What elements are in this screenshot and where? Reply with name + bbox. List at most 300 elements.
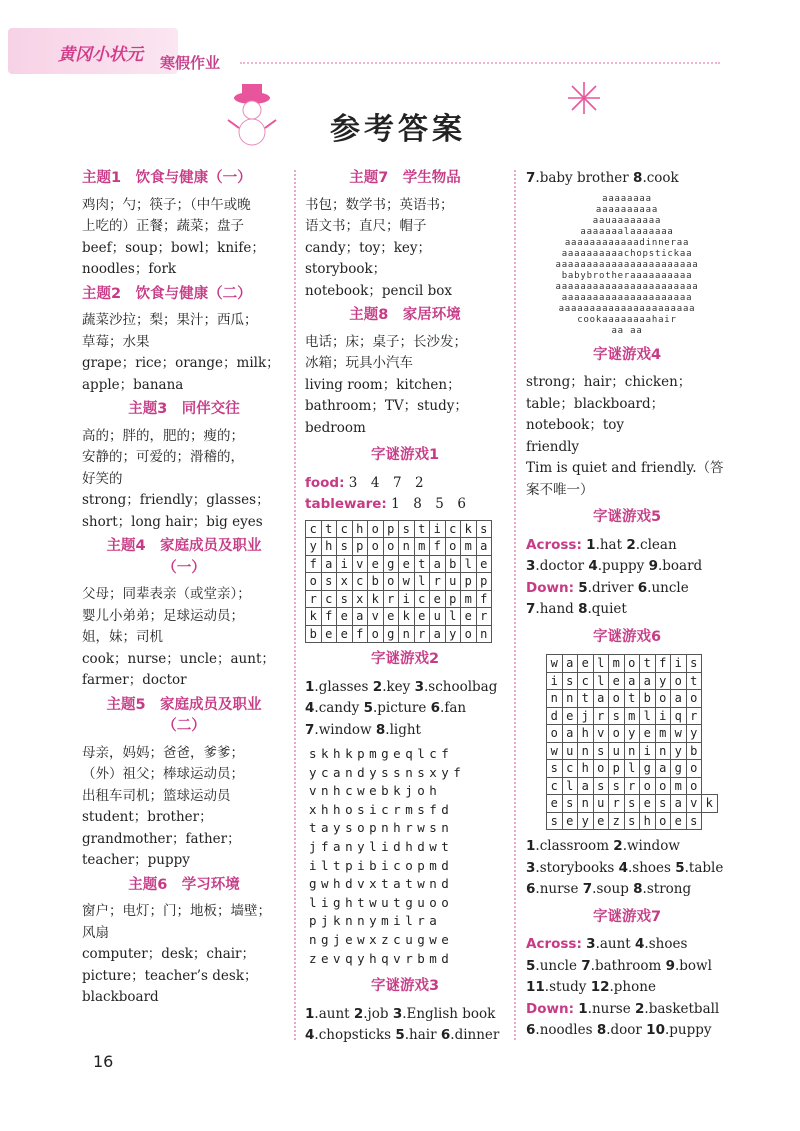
grid-cell: a bbox=[562, 725, 578, 743]
grid-cell: s bbox=[609, 707, 625, 725]
item-number: 7 bbox=[581, 957, 591, 974]
answer-line bbox=[526, 977, 728, 999]
item-number: 2 bbox=[613, 838, 623, 854]
grid-cell: a bbox=[562, 655, 578, 673]
item-number: 5 bbox=[675, 859, 685, 876]
grid-cell: o bbox=[655, 777, 671, 795]
answer-line bbox=[305, 720, 505, 742]
grid-cell: v bbox=[686, 795, 702, 813]
grid-cell: o bbox=[383, 538, 399, 556]
grid-cell: c bbox=[414, 590, 430, 608]
grid-cell: w bbox=[671, 725, 687, 743]
answer-line bbox=[526, 879, 728, 901]
grid-cell: s bbox=[399, 520, 415, 538]
grid-row bbox=[306, 590, 492, 608]
grid-cell: n bbox=[547, 690, 563, 708]
grid-cell: l bbox=[562, 777, 578, 795]
grid-cell: l bbox=[461, 555, 477, 573]
answer-line: 草莓；水果 bbox=[82, 333, 150, 350]
grid-cell: m bbox=[609, 655, 625, 673]
answer-line: bathroom；TV；study； bbox=[305, 398, 468, 414]
grid-cell: b bbox=[445, 555, 461, 573]
answer-line: notebook；toy bbox=[526, 417, 624, 433]
answer-value: 1 8 5 6 bbox=[386, 496, 466, 512]
grid-cell: e bbox=[578, 655, 594, 673]
grid-cell: e bbox=[640, 795, 656, 813]
grid-cell: a bbox=[671, 795, 687, 813]
item-text: .doctor bbox=[535, 558, 589, 574]
column-middle bbox=[305, 165, 505, 1047]
item-number: 12 bbox=[590, 979, 610, 995]
answer-line: 蔬菜沙拉；梨；果汁；西瓜； bbox=[82, 312, 258, 328]
item-text: .schoolbag bbox=[423, 678, 498, 695]
answer-line: 出租车司机；篮球运动员 bbox=[82, 787, 231, 804]
grid-cell: b bbox=[368, 573, 384, 591]
grid-cell: a bbox=[655, 760, 671, 778]
grid-cell: s bbox=[609, 777, 625, 795]
grid-cell: t bbox=[414, 555, 430, 573]
grid-cell: e bbox=[640, 725, 656, 743]
grid-cell: f bbox=[352, 625, 368, 643]
grid-cell: s bbox=[624, 795, 640, 813]
grid-cell: e bbox=[368, 555, 384, 573]
answer-line: candy；toy；key；storybook； bbox=[305, 239, 432, 277]
item-number: 3 bbox=[526, 859, 536, 876]
grid-cell: w bbox=[547, 742, 563, 760]
grid-cell: o bbox=[609, 690, 625, 708]
grid-cell: g bbox=[671, 760, 687, 778]
item-text: .storybooks bbox=[535, 859, 619, 876]
item-number: 2 bbox=[372, 678, 383, 695]
page-title: 参考答案 bbox=[330, 112, 466, 147]
grid-cell: e bbox=[562, 707, 578, 725]
answer-line: cook；nurse；uncle；aunt； bbox=[82, 650, 275, 667]
item-number: 10 bbox=[646, 1022, 665, 1038]
grid-cell: k bbox=[399, 608, 415, 626]
item-text: .nurse bbox=[587, 1000, 636, 1017]
item-number: 6 bbox=[526, 881, 536, 897]
answer-line: 上吃的）正餐；蔬菜；盘子 bbox=[82, 218, 244, 234]
answer-line: 姐，妹；司机 bbox=[82, 629, 163, 645]
grid-cell: o bbox=[655, 812, 671, 830]
grid-cell: l bbox=[414, 573, 430, 591]
item-number: 3 bbox=[414, 678, 424, 695]
grid-cell: m bbox=[461, 538, 477, 556]
grid-cell: r bbox=[593, 707, 609, 725]
item-number: 9 bbox=[665, 957, 675, 974]
item-text: .window bbox=[314, 721, 376, 738]
snowflake-icon bbox=[566, 80, 602, 116]
grid-cell: p bbox=[445, 590, 461, 608]
item-number: 7 bbox=[526, 601, 536, 617]
answer-line: beef；soup；bowl；knife； bbox=[82, 239, 265, 256]
grid-cell: e bbox=[321, 625, 337, 643]
grid-cell: o bbox=[686, 760, 702, 778]
across-label: Across: bbox=[526, 536, 582, 553]
grid-cell: j bbox=[578, 707, 594, 725]
grid-cell: s bbox=[562, 795, 578, 813]
grid-cell: e bbox=[547, 795, 563, 813]
game-heading: 字谜游戏4 bbox=[592, 346, 662, 363]
item-text: .uncle bbox=[647, 579, 689, 596]
item-number: 1 bbox=[305, 678, 315, 695]
game-heading: 字谜游戏6 bbox=[592, 628, 662, 645]
grid-cell: y bbox=[655, 672, 671, 690]
grid-cell: y bbox=[578, 812, 594, 830]
grid-cell: n bbox=[476, 625, 492, 643]
item-text: .picture bbox=[372, 700, 431, 716]
item-text: .aunt bbox=[595, 936, 636, 952]
grid-cell: c bbox=[578, 672, 594, 690]
answer-line bbox=[305, 494, 505, 516]
grid-cell: f bbox=[655, 655, 671, 673]
grid-cell: a bbox=[671, 690, 687, 708]
grid-cell: o bbox=[445, 538, 461, 556]
topic-heading: 主题6 学习环境 bbox=[128, 876, 240, 893]
grid-cell: h bbox=[321, 538, 337, 556]
grid-row bbox=[547, 760, 718, 778]
item-number: 7 bbox=[305, 721, 315, 738]
item-number: 8 bbox=[375, 721, 386, 738]
answer-line: farmer；doctor bbox=[82, 672, 187, 688]
grid-cell: s bbox=[562, 672, 578, 690]
item-text: .candy bbox=[314, 700, 364, 716]
grid-cell: r bbox=[624, 777, 640, 795]
answer-label: tableware: bbox=[305, 496, 387, 512]
item-number: 4 bbox=[618, 859, 628, 876]
grid-cell: a bbox=[476, 538, 492, 556]
item-number: 8 bbox=[596, 1022, 607, 1038]
answer-line bbox=[526, 556, 728, 578]
item-text: .glasses bbox=[314, 678, 373, 695]
item-number: 4 bbox=[588, 558, 598, 574]
grid-cell: s bbox=[337, 590, 353, 608]
across-label: Across: bbox=[526, 936, 582, 952]
answer-line: friendly bbox=[526, 438, 580, 455]
answer-line: 婴儿小弟弟；足球运动员； bbox=[82, 607, 244, 624]
grid-cell: a bbox=[430, 625, 446, 643]
item-text: .driver bbox=[587, 579, 638, 596]
item-number: 1 bbox=[578, 1000, 588, 1017]
grid-cell: i bbox=[430, 520, 446, 538]
item-text: .puppy bbox=[664, 1022, 712, 1038]
grid-cell: n bbox=[399, 625, 415, 643]
item-text: .study bbox=[544, 979, 591, 995]
topic-heading: 主题4 家庭成员及职业 bbox=[106, 538, 262, 554]
item-text: .key bbox=[382, 678, 415, 695]
answer-line bbox=[305, 473, 505, 495]
grid-cell: s bbox=[547, 812, 563, 830]
grid-cell: x bbox=[337, 573, 353, 591]
grid-cell: c bbox=[445, 520, 461, 538]
answer-line bbox=[526, 578, 728, 600]
answer-line: living room；kitchen； bbox=[305, 376, 461, 393]
grid-cell: i bbox=[337, 555, 353, 573]
item-number: 8 bbox=[633, 170, 643, 186]
item-text: .soup bbox=[592, 881, 634, 897]
grid-cell: r bbox=[430, 573, 446, 591]
item-number: 11 bbox=[526, 979, 545, 995]
grid-cell: m bbox=[624, 707, 640, 725]
grid-cell: u bbox=[593, 795, 609, 813]
word-search-grid bbox=[305, 520, 492, 644]
item-text: .window bbox=[622, 838, 680, 854]
answer-line bbox=[305, 1004, 505, 1026]
grid-cell: p bbox=[609, 760, 625, 778]
grid-row bbox=[547, 725, 718, 743]
answer-line: 电话；床；桌子；长沙发； bbox=[305, 333, 467, 350]
item-text: .basketball bbox=[644, 1000, 720, 1017]
grid-cell: i bbox=[399, 590, 415, 608]
grid-cell: y bbox=[624, 725, 640, 743]
grid-cell: e bbox=[562, 812, 578, 830]
grid-row bbox=[306, 573, 492, 591]
grid-cell: o bbox=[593, 760, 609, 778]
item-number: 1 bbox=[526, 838, 536, 854]
grid-cell: h bbox=[640, 812, 656, 830]
grid-cell: n bbox=[399, 538, 415, 556]
answer-line: table；blackboard； bbox=[526, 395, 665, 412]
grid-cell: q bbox=[671, 707, 687, 725]
grid-row bbox=[547, 777, 718, 795]
grid-cell: p bbox=[461, 573, 477, 591]
grid-cell: o bbox=[686, 777, 702, 795]
section-title: 寒假作业 bbox=[160, 54, 221, 72]
answer-line bbox=[526, 168, 728, 190]
item-text: .classroom bbox=[535, 838, 614, 854]
answer-line: blackboard bbox=[82, 989, 159, 1005]
grid-cell: d bbox=[547, 707, 563, 725]
grid-cell: t bbox=[321, 520, 337, 538]
item-text: .cook bbox=[642, 170, 679, 186]
item-text: .hair bbox=[404, 1027, 441, 1044]
answer-line: 高的；胖的，肥的；瘦的； bbox=[82, 427, 244, 444]
item-number: 6 bbox=[440, 1027, 451, 1044]
grid-cell: t bbox=[686, 672, 702, 690]
grid-cell: m bbox=[414, 538, 430, 556]
item-number: 4 bbox=[305, 700, 315, 716]
grid-cell: o bbox=[306, 573, 322, 591]
item-number: 8 bbox=[633, 881, 643, 897]
topic-subheading: （二） bbox=[162, 718, 206, 734]
item-number: 6 bbox=[637, 579, 648, 596]
item-number: 3 bbox=[586, 936, 596, 952]
grid-row bbox=[547, 655, 718, 673]
grid-cell: r bbox=[414, 625, 430, 643]
item-text: .aunt bbox=[314, 1005, 354, 1022]
item-text: .English book bbox=[402, 1005, 496, 1022]
grid-cell: l bbox=[593, 655, 609, 673]
grid-cell: f bbox=[476, 590, 492, 608]
topic-heading: 主题2 饮食与健康（二） bbox=[82, 285, 252, 302]
item-number: 7 bbox=[582, 881, 593, 897]
topic-heading: 主题1 饮食与健康（一） bbox=[82, 170, 252, 186]
item-text: .dinner bbox=[450, 1027, 500, 1044]
answer-line: notebook；pencil box bbox=[305, 282, 453, 299]
item-number: 3 bbox=[526, 558, 536, 574]
grid-cell: p bbox=[352, 538, 368, 556]
answer-line bbox=[305, 1025, 505, 1047]
item-number: 6 bbox=[526, 1022, 536, 1038]
grid-cell: a bbox=[624, 672, 640, 690]
grid-cell: e bbox=[383, 608, 399, 626]
item-number: 1 bbox=[305, 1005, 315, 1022]
answer-line: picture；teacher’s desk； bbox=[82, 967, 258, 984]
grid-cell: x bbox=[352, 590, 368, 608]
answer-line bbox=[526, 1020, 728, 1042]
grid-cell: a bbox=[578, 777, 594, 795]
grid-cell: p bbox=[476, 573, 492, 591]
grid-cell: e bbox=[337, 608, 353, 626]
answer-line bbox=[526, 858, 728, 880]
answer-line: 案不唯一） bbox=[526, 481, 594, 498]
grid-row bbox=[547, 742, 718, 760]
grid-cell: r bbox=[686, 707, 702, 725]
grid-cell: e bbox=[476, 555, 492, 573]
grid-cell: l bbox=[445, 608, 461, 626]
grid-cell: s bbox=[593, 742, 609, 760]
answer-line bbox=[526, 599, 728, 621]
item-text: .quiet bbox=[587, 601, 627, 617]
topic-heading: 主题8 家居环境 bbox=[349, 307, 461, 323]
grid-cell: p bbox=[383, 520, 399, 538]
item-number: 4 bbox=[305, 1027, 315, 1044]
answer-line: 鸡肉；勺；筷子；（中午或晚 bbox=[82, 196, 251, 213]
grid-cell: o bbox=[368, 625, 384, 643]
grid-cell: r bbox=[609, 795, 625, 813]
answer-line: teacher；puppy bbox=[82, 852, 190, 868]
grid-cell: w bbox=[547, 655, 563, 673]
answer-line: 风扇 bbox=[82, 924, 109, 941]
topic-subheading: （一） bbox=[162, 559, 206, 576]
grid-cell: m bbox=[655, 725, 671, 743]
grid-cell: f bbox=[430, 538, 446, 556]
answer-line: bedroom bbox=[305, 419, 366, 436]
grid-cell: k bbox=[702, 795, 718, 813]
header-divider bbox=[240, 62, 720, 64]
column-divider bbox=[514, 170, 516, 1040]
item-text: .light bbox=[385, 721, 421, 738]
item-text: .board bbox=[657, 558, 703, 574]
page-number: 16 bbox=[93, 1052, 114, 1071]
item-text: .baby brother bbox=[535, 170, 634, 186]
grid-cell: t bbox=[640, 655, 656, 673]
grid-cell: a bbox=[352, 608, 368, 626]
grid-cell: n bbox=[578, 742, 594, 760]
grid-cell: u bbox=[562, 742, 578, 760]
answer-line: Tim is quiet and friendly.（答 bbox=[526, 460, 724, 476]
grid-cell: f bbox=[321, 608, 337, 626]
grid-cell: r bbox=[476, 608, 492, 626]
item-number: 2 bbox=[353, 1005, 364, 1022]
answer-line bbox=[526, 999, 728, 1021]
grid-cell: y bbox=[686, 725, 702, 743]
grid-cell: s bbox=[593, 777, 609, 795]
item-text: .puppy bbox=[597, 558, 649, 574]
grid-cell: o bbox=[368, 538, 384, 556]
grid-cell: l bbox=[624, 760, 640, 778]
word-puzzle-grid: aaaaaaaa aaaaaaaaaa aauaaaaaaaa aaaaaaalaaaaaaa aaaaaaaaaaaadinneraa aaaaaaaaaachopstickaa aaaaaaaaaaaaaaaaaaaaaaa babybrotheraaaaaaaaaa aaaaaaaaaaaaaaaaaaaaaaa aaaaaaaaaaaaaaaaaaaaa aaaaaaaaaaaaaaaaaaaaaa cookaaaaaaaahair aa aa bbox=[555, 193, 699, 336]
grid-cell: n bbox=[624, 742, 640, 760]
grid-row bbox=[547, 707, 718, 725]
answer-line: noodles；fork bbox=[82, 261, 177, 277]
grid-row bbox=[547, 690, 718, 708]
grid-row bbox=[306, 520, 492, 538]
answer-line bbox=[526, 836, 728, 858]
answer-line: apple；banana bbox=[82, 376, 184, 393]
grid-cell: u bbox=[609, 742, 625, 760]
item-text: .nurse bbox=[535, 881, 583, 897]
grid-cell: o bbox=[461, 625, 477, 643]
grid-cell: s bbox=[337, 538, 353, 556]
grid-cell: s bbox=[547, 760, 563, 778]
grid-cell: i bbox=[547, 672, 563, 690]
grid-cell: v bbox=[368, 608, 384, 626]
item-text: .noodles bbox=[535, 1022, 597, 1038]
game-heading: 字谜游戏2 bbox=[370, 651, 440, 667]
answer-line: 窗户；电灯；门；地板；墙壁； bbox=[82, 903, 271, 919]
grid-cell: s bbox=[624, 812, 640, 830]
grid-cell: l bbox=[640, 707, 656, 725]
item-number: 5 bbox=[526, 957, 536, 974]
item-number: 1 bbox=[586, 536, 596, 553]
grid-cell: a bbox=[593, 690, 609, 708]
grid-cell: c bbox=[337, 520, 353, 538]
grid-cell: o bbox=[624, 655, 640, 673]
grid-cell: c bbox=[352, 573, 368, 591]
answer-line: strong；hair；chicken； bbox=[526, 374, 692, 390]
grid-cell: r bbox=[306, 590, 322, 608]
grid-cell: v bbox=[593, 725, 609, 743]
grid-cell: a bbox=[640, 672, 656, 690]
answer-line: 安静的；可爱的；滑稽的， bbox=[82, 449, 244, 465]
grid-row bbox=[306, 608, 492, 626]
down-label: Down: bbox=[526, 1000, 574, 1017]
item-text: .strong bbox=[642, 881, 692, 897]
answer-line bbox=[526, 956, 728, 978]
grid-row bbox=[547, 795, 718, 813]
item-text: .bathroom bbox=[590, 957, 666, 974]
grid-cell: b bbox=[306, 625, 322, 643]
item-number: 7 bbox=[526, 170, 536, 186]
column-divider bbox=[294, 170, 296, 1040]
answer-items bbox=[586, 537, 676, 553]
item-number: 2 bbox=[626, 536, 636, 553]
grid-cell: y bbox=[445, 625, 461, 643]
brand-logo: 黄冈小状元 bbox=[58, 45, 143, 65]
grid-row bbox=[547, 672, 718, 690]
item-text: .hat bbox=[595, 536, 627, 553]
answer-line bbox=[526, 934, 728, 956]
answer-line: （外）祖父；棒球运动员； bbox=[82, 766, 244, 782]
grid-cell: y bbox=[671, 742, 687, 760]
item-text: .phone bbox=[609, 979, 656, 995]
answer-line: computer；desk；chair； bbox=[82, 946, 256, 962]
answer-items bbox=[578, 580, 688, 596]
item-number: 2 bbox=[635, 1000, 645, 1017]
grid-cell: s bbox=[686, 655, 702, 673]
grid-cell: a bbox=[321, 555, 337, 573]
item-number: 5 bbox=[578, 579, 588, 596]
grid-cell: o bbox=[655, 690, 671, 708]
grid-cell: o bbox=[547, 725, 563, 743]
answer-label: food: bbox=[305, 474, 345, 491]
grid-cell: m bbox=[461, 590, 477, 608]
topic-heading: 主题5 家庭成员及职业 bbox=[106, 696, 262, 713]
grid-cell: b bbox=[640, 690, 656, 708]
grid-cell: e bbox=[593, 812, 609, 830]
grid-cell: l bbox=[593, 672, 609, 690]
